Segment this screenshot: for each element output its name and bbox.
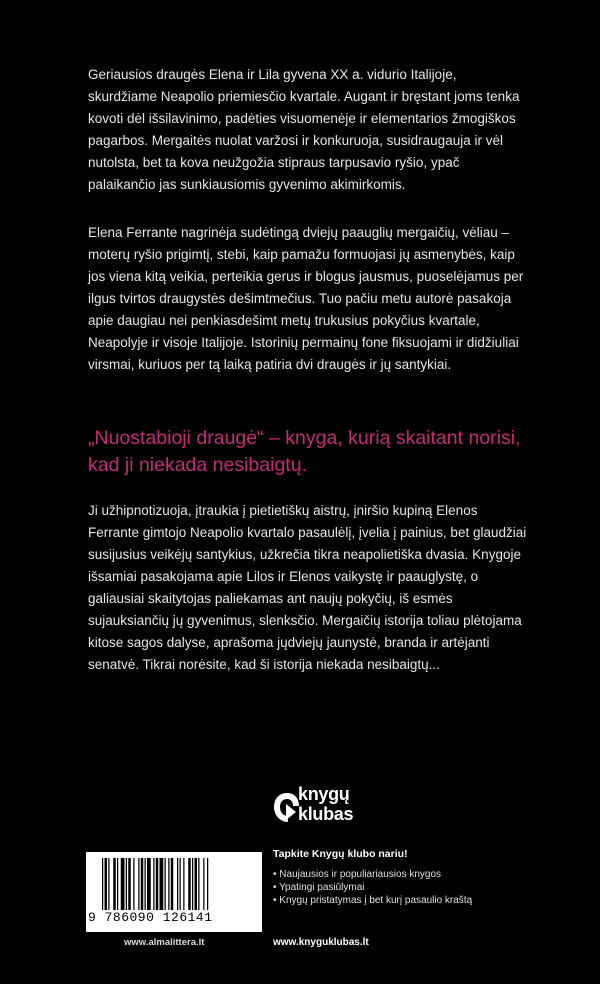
barcode-bar — [168, 858, 169, 910]
barcode-bar — [145, 858, 146, 910]
barcode-bars — [102, 858, 252, 910]
barcode-bar — [180, 858, 181, 910]
barcode-bar — [171, 858, 174, 910]
club-benefit-item: • Ypatingi pasiūlymai — [273, 882, 365, 893]
barcode-bar — [165, 858, 166, 910]
description-paragraph-1: Geriausios draugės Elena ir Lila gyvena XX a. vidurio Italijoje, skurdžiame Neapolio priemiesčio kvartale. Augant ir bręstant joms tenka kovoti dėl išsilavinimo, padėties visuomenėje ir elementarios žmogiškos pagarbos. Mergaitės nuolat varžosi ir konkuruoja, susidraugauja ir vėl nutolsta, bet ta kova neužgožia stipraus tarpusavio ryšio, ypač palaikančio jas sunkiausiomis gyvenimo akimirkomis. — [88, 67, 520, 192]
barcode-bar — [128, 858, 131, 910]
barcode-bar — [192, 858, 193, 910]
barcode-bar — [188, 858, 191, 910]
club-url: www.knyguklubas.lt — [273, 937, 369, 948]
barcode-bar — [177, 858, 178, 910]
club-benefit-item: • Naujausios ir populiariausios knygos — [273, 869, 442, 880]
barcode-bar — [113, 858, 116, 910]
description-paragraph-2: Elena Ferrante nagrinėja sudėtingą dviejų paauglių mergaičių, vėliau – moterų ryšio prigimtį, stebi, kaip pamažu formuojasi jų asmenybės, kaip jos viena kitą veikia, perteikia gerus ir blogus jausmus, puoselėjamus per ilgus tvirtos draugystės dešimtmečius. Tuo pačiu metu autorė pasakoja apie daugiau nei penkiasdešimt metų trukusius pokyčius kvartale, Neapolyje ir visoje Italijoje. Istorinių permainų fone fiksuojami ir didžiuliai virsmai, kuriuos per tą laiką patiria dvi draugės ir jų santykiai. — [88, 225, 524, 372]
barcode-bar — [207, 858, 208, 910]
description-paragraph-3: Ji užhipnotizuoja, įtraukia į pietietiškų aistrų, įniršio kupiną Elenos Ferrante gimtojo Neapolio kvartalo pasaulėlį, įvelia į painius, bet glaudžiai susijusius veikėjų santykius, užkrečia tikra neapolietiška dvasia. Knygoje išsamiai pasakojama apie Lilos ir Elenos vaikystę ir paauglystę, o galiausiai skaitytojas paliekamas ant naujų pokyčių, iš esmės sujauksiančių jų gyvenimus, slenksčio. Mergaičių istorija toliau plėtojama kitose sagos dalyse, aprašoma jųdviejų jaunystė, branda ir artėjanti senatvė. Tikrai norėsite, kad ši istorija niekada nesibaigtų... — [88, 503, 527, 672]
barcode-bar — [117, 858, 118, 910]
club-title: Tapkite Knygų klubo nariu! — [273, 848, 408, 860]
barcode-bar — [126, 858, 127, 910]
barcode-bar — [156, 858, 159, 910]
logo-word-klubas: klubas — [298, 804, 354, 824]
barcode-bar — [108, 858, 109, 910]
barcode-bar — [195, 858, 198, 910]
club-info — [273, 848, 533, 907]
isbn-barcode — [86, 852, 262, 932]
pull-quote: „Nuostabioji draugė“ – knyga, kurią skaitant norisi, kad ji niekada nesibaigtų. — [88, 427, 521, 476]
barcode-bar — [121, 858, 125, 910]
barcode-bar — [183, 858, 184, 910]
logo-word-knygu: knygų — [298, 784, 350, 804]
club-benefit-item: • Knygų pristatymas į bet kurį pasaulio kraštą — [273, 895, 473, 906]
barcode-bar — [147, 858, 151, 910]
barcode-bar — [138, 858, 139, 910]
knygu-klubas-logo — [272, 782, 372, 838]
barcode-bar — [102, 858, 103, 910]
barcode-bar — [153, 858, 154, 910]
barcode-bar — [203, 858, 204, 910]
barcode-bar — [133, 858, 134, 910]
publisher-url: www.almalittera.lt — [124, 937, 205, 948]
barcode-bar — [105, 858, 108, 910]
barcode-bar — [160, 858, 164, 910]
barcode-bar — [198, 858, 199, 910]
isbn-digits: 9 786090 126141 — [88, 910, 213, 925]
barcode-bar — [141, 858, 144, 910]
club-benefits-list — [273, 868, 533, 907]
